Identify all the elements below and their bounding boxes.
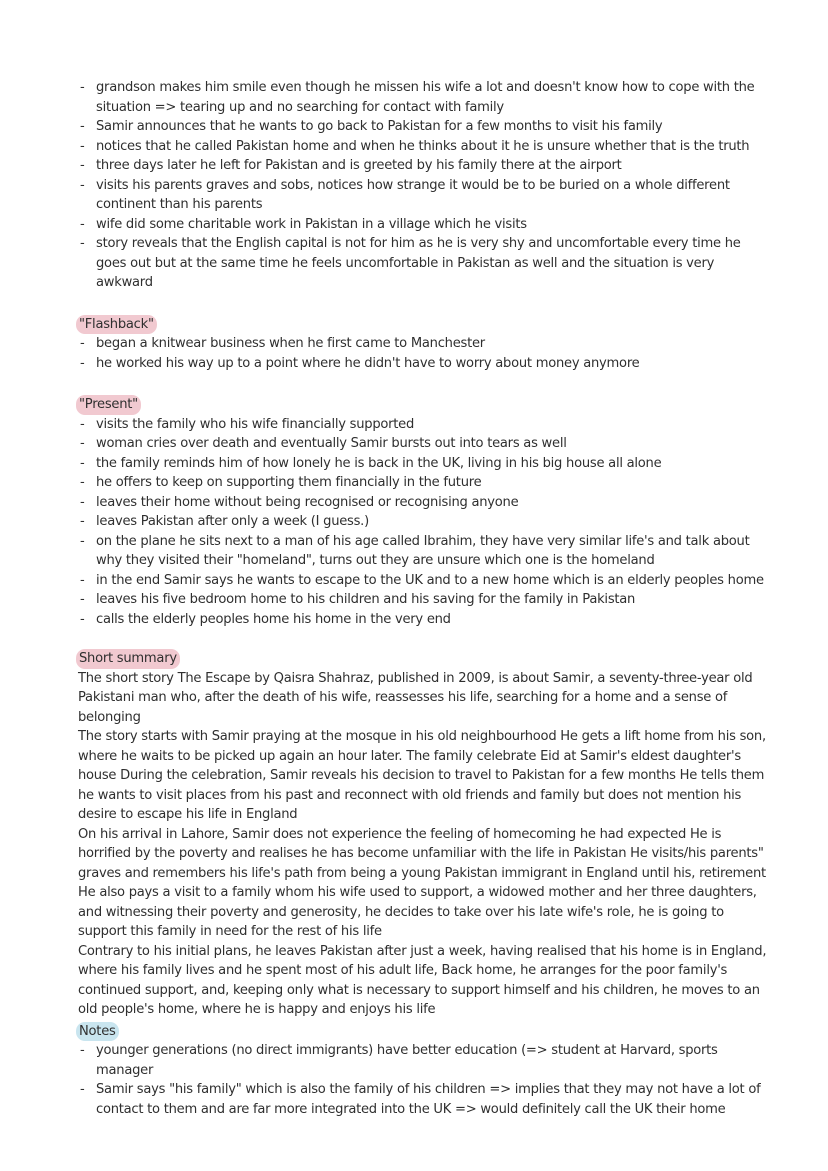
list-item: - on the plane he sits next to a man of his age called Ibrahim, they have very similar life's and talk about why they visited their "homeland", turns out they are unsure which one is the homeland bbox=[78, 532, 768, 571]
plot-list bbox=[78, 78, 768, 293]
list-item: - Samir says "his family" which is also the family of his children => implies that they may not have a lot of contact to them and are far more integrated into the UK => would definitely call the UK their home bbox=[78, 1080, 768, 1119]
summary-heading: Short summary bbox=[76, 649, 180, 669]
list-item: - grandson makes him smile even though he missen his wife a lot and doesn't know how to cope with the situation => tearing up and no searching for contact with family bbox=[78, 78, 768, 117]
summary-section bbox=[78, 649, 768, 1020]
list-item: - story reveals that the English capital is not for him as he is very shy and uncomfortable every time he goes out but at the same time he feels uncomfortable in Pakistan as well and the situation is very awkward bbox=[78, 234, 768, 293]
list-item: - three days later he left for Pakistan and is greeted by his family there at the airport bbox=[78, 156, 768, 176]
present-heading: "Present" bbox=[76, 395, 141, 415]
list-item: - younger generations (no direct immigrants) have better education (=> student at Harvard, sports manager bbox=[78, 1041, 768, 1080]
list-item: - notices that he called Pakistan home and when he thinks about it he is unsure whether that is the truth bbox=[78, 137, 768, 157]
list-item: - visits his parents graves and sobs, notices how strange it would be to be buried on a whole different continent than his parents bbox=[78, 176, 768, 215]
list-item: - he offers to keep on supporting them financially in the future bbox=[78, 473, 768, 493]
notes-section bbox=[78, 1020, 768, 1120]
notes-list bbox=[78, 1041, 768, 1119]
list-item: - visits the family who his wife financially supported bbox=[78, 415, 768, 435]
notes-heading: Notes bbox=[76, 1022, 119, 1042]
list-item: - wife did some charitable work in Pakistan in a village which he visits bbox=[78, 215, 768, 235]
summary-paragraph: Contrary to his initial plans, he leaves Pakistan after just a week, having realised that his home is in England, where his family lives and he spent most of his adult life, Back home, he arranges for the poor family's continued support, and, keeping only what is necessary to support himself and his children, he moves to an old people's home, where he is happy and enjoys his life bbox=[78, 943, 767, 1017]
list-item: - the family reminds him of how lonely he is back in the UK, living in his big house all alone bbox=[78, 454, 768, 474]
present-section bbox=[78, 393, 768, 629]
present-list bbox=[78, 415, 768, 630]
list-item: - calls the elderly peoples home his home in the very end bbox=[78, 610, 768, 630]
list-item: - woman cries over death and eventually Samir bursts out into tears as well bbox=[78, 434, 768, 454]
summary-paragraph: On his arrival in Lahore, Samir does not experience the feeling of homecoming he had expected He is horrified by the poverty and realises he has become unfamiliar with the life in Pakistan He visits/his parents" graves and remembers his life's path from being a young Pakistan immigrant in England until his, retirement He also pays a visit to a family whom his wife used to support, a widowed mother and her three daughters, and witnessing their poverty and generosity, he decides to take over his late wife's role, he is going to support this family in need for the rest of his life bbox=[78, 826, 766, 939]
list-item: - leaves Pakistan after only a week (I guess.) bbox=[78, 512, 768, 532]
list-item: - leaves his five bedroom home to his children and his saving for the family in Pakistan bbox=[78, 590, 768, 610]
list-item: - Samir announces that he wants to go back to Pakistan for a few months to visit his family bbox=[78, 117, 768, 137]
list-item: - he worked his way up to a point where he didn't have to worry about money anymore bbox=[78, 354, 768, 374]
flashback-list bbox=[78, 334, 768, 373]
summary-paragraph: The story starts with Samir praying at the mosque in his old neighbourhood He gets a lift home from his son, where he waits to be picked up again an hour later. The family celebrate Eid at Samir's eldest daughter's house During the celebration, Samir reveals his decision to travel to Pakistan for a few months He tells them he wants to visit places from his past and reconnect with old friends and family but does not mention his desire to escape his life in England bbox=[78, 729, 766, 822]
flashback-heading: "Flashback" bbox=[76, 315, 157, 335]
list-item: - in the end Samir says he wants to escape to the UK and to a new home which is an elderly peoples home bbox=[78, 571, 768, 591]
list-item: - began a knitwear business when he first came to Manchester bbox=[78, 334, 768, 354]
list-item: - leaves their home without being recognised or recognising anyone bbox=[78, 493, 768, 513]
summary-paragraph: The short story The Escape by Qaisra Shahraz, published in 2009, is about Samir, a seventy-three-year old Pakistani man who, after the death of his wife, reassesses his life, searching for a home and a sense of belonging bbox=[78, 670, 753, 725]
flashback-section bbox=[78, 313, 768, 374]
